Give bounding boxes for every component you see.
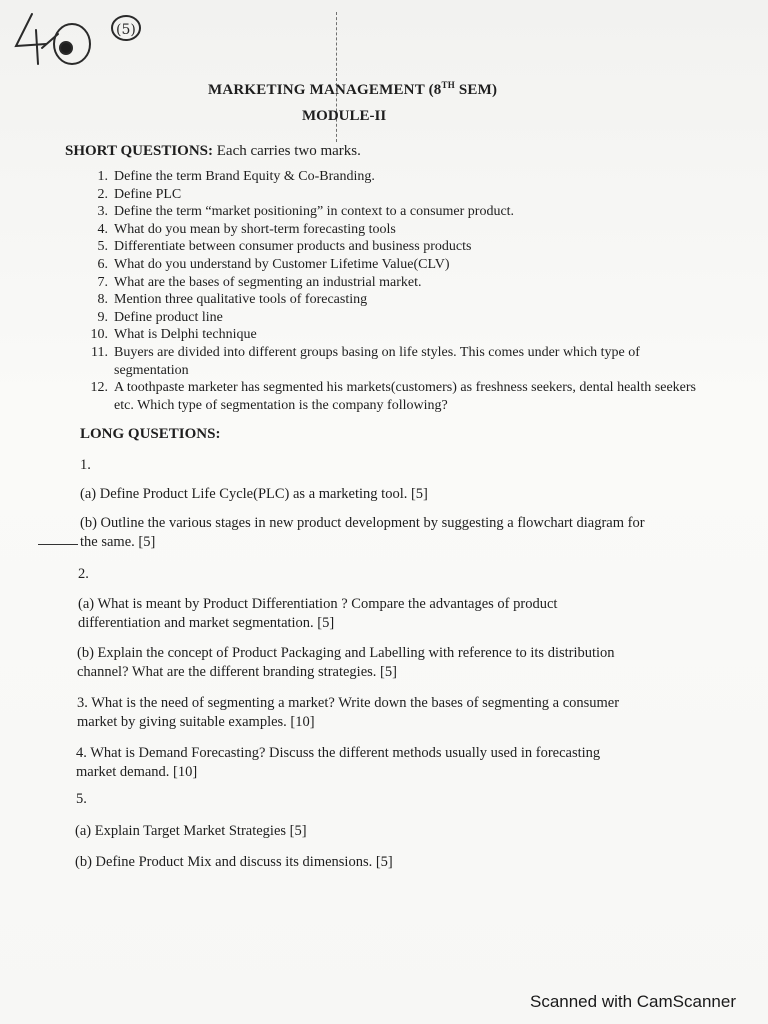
page-title: MARKETING MANAGEMENT (8TH SEM) — [208, 80, 498, 98]
short-question-number: 6. — [97, 256, 108, 272]
short-question-item — [84, 238, 704, 256]
short-question-text: A toothpaste marketer has segmented his markets(customers) as freshness seekers, dental health seekers etc. Which type of segmentation is the company following? — [114, 380, 696, 413]
short-question-text: Define the term Brand Equity & Co-Branding. — [114, 169, 375, 184]
short-question-text: What do you understand by Customer Lifetime Value(CLV) — [114, 256, 450, 272]
long-q5b: (b) Define Product Mix and discuss its dimensions. [5] — [75, 854, 393, 870]
long-q3: 3. What is the need of segmenting a market? Write down the bases of segmenting a consumer market by giving suitable examples. [10] — [77, 695, 620, 730]
short-question-text: What are the bases of segmenting an industrial market. — [114, 274, 422, 290]
short-question-number: 2. — [97, 186, 108, 202]
short-question-number: 1. — [97, 169, 108, 184]
short-question-number: 3. — [97, 204, 108, 220]
module-heading: MODULE-II — [302, 108, 387, 124]
long-q1a: (a) Define Product Life Cycle(PLC) as a marketing tool. [5] — [80, 486, 428, 502]
short-question-item — [84, 291, 704, 309]
long-q2a: (a) What is meant by Product Differentiation ? Compare the advantages of product differentiation and market segmentation. [5] — [78, 596, 558, 631]
long-q5-number: 5. — [76, 791, 87, 807]
short-question-text: Differentiate between consumer products and business products — [114, 239, 472, 255]
handwritten-score-mark — [6, 8, 166, 74]
short-questions-list — [84, 168, 704, 414]
short-question-item — [84, 203, 704, 221]
long-q4: 4. What is Demand Forecasting? Discuss the different methods usually used in forecasting market demand. [10] — [76, 745, 601, 780]
short-question-text: Define PLC — [114, 186, 182, 202]
short-question-number: 5. — [97, 239, 108, 255]
short-question-number: 7. — [97, 274, 108, 290]
long-q5a: (a) Explain Target Market Strategies [5] — [75, 823, 307, 839]
short-question-number: 10. — [90, 327, 108, 343]
short-questions-heading: SHORT QUESTIONS: Each carries two marks. — [65, 143, 361, 159]
short-question-item — [84, 274, 704, 292]
short-question-item — [84, 168, 704, 186]
short-question-number: 4. — [97, 221, 108, 237]
short-question-number: 9. — [97, 309, 108, 325]
short-question-text: Define product line — [114, 309, 223, 325]
short-question-item — [84, 186, 704, 204]
short-question-text: Define the term “market positioning” in context to a consumer product. — [114, 204, 515, 220]
short-question-item — [84, 221, 704, 239]
short-question-item — [84, 309, 704, 327]
short-question-text: What is Delphi technique — [114, 327, 257, 343]
handwritten-bracket-text: (5) — [116, 22, 136, 38]
margin-pen-stroke — [38, 544, 78, 545]
short-question-text: Buyers are divided into different groups basing on life styles. This comes under which type of segmentation — [114, 344, 640, 378]
short-question-item — [84, 326, 704, 344]
long-q1-number: 1. — [80, 457, 91, 473]
long-q2-number: 2. — [78, 566, 89, 582]
long-q2b: (b) Explain the concept of Product Packaging and Labelling with reference to its distribution channel? What are the different branding strategies. [5] — [77, 645, 615, 680]
short-question-number: 12. — [90, 380, 108, 396]
short-question-item — [84, 379, 704, 414]
short-question-item — [84, 256, 704, 274]
short-question-number: 8. — [97, 292, 108, 308]
short-question-text: What do you mean by short-term forecasting tools — [114, 221, 396, 237]
long-questions-heading: LONG QUSETIONS: — [80, 426, 221, 442]
short-question-text: Mention three qualitative tools of forecasting — [114, 292, 368, 308]
long-q1b: (b) Outline the various stages in new product development by suggesting a flowchart diagram for the same. [5] — [80, 515, 645, 550]
short-question-item — [84, 344, 704, 379]
camscanner-watermark: Scanned with CamScanner — [529, 992, 736, 1011]
short-question-number: 11. — [91, 344, 108, 360]
